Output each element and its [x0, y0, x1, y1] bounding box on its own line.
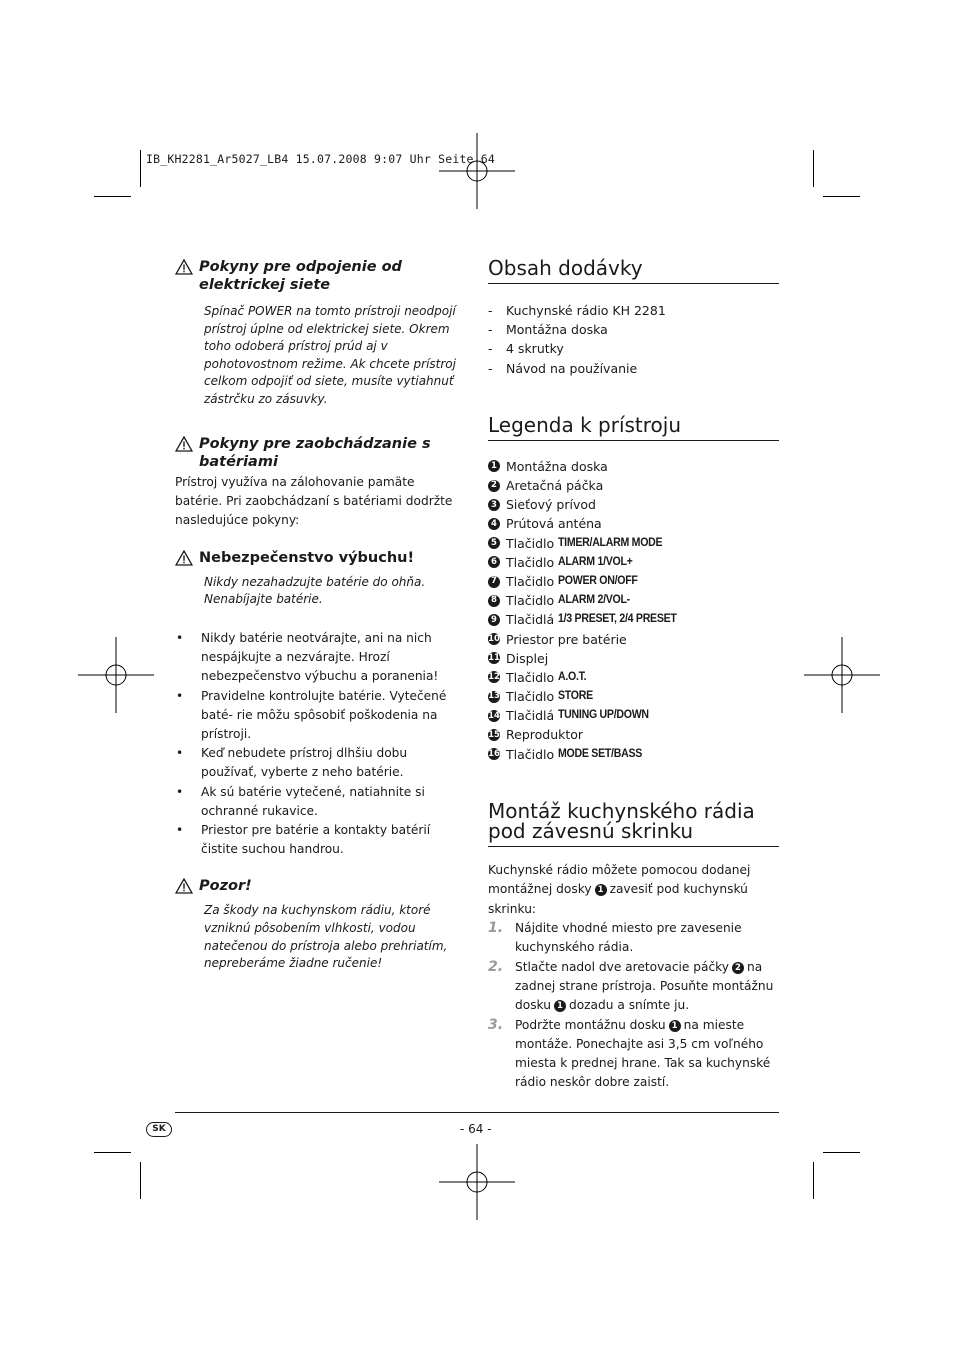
step-number: 1.: [488, 920, 504, 937]
print-header: IB_KH2281_Ar5027_LB4 15.07.2008 9:07 Uhr Seite 64: [146, 152, 496, 166]
crop-mark: [813, 150, 814, 187]
number-badge: 9: [488, 614, 500, 626]
number-badge: 1: [488, 460, 500, 472]
footer-rule: [175, 1112, 779, 1113]
crop-mark: [94, 196, 131, 197]
crop-mark: [140, 1162, 141, 1199]
number-badge: 11: [488, 653, 500, 664]
list-item: • Pravidelne kontrolujte batérie. Vytečené baté- rie môžu spôsobiť poškodenia na prístroji.: [176, 688, 447, 741]
caution-heading: [175, 877, 460, 896]
warning-triangle-icon: [175, 878, 193, 896]
heading-text: Nebezpečenstvo výbuchu!: [199, 549, 415, 566]
mounting-intro: Kuchynské rádio môžete pomocou dodanej montážnej dosky 1 zavesiť pod kuchynskú skrinku:: [488, 862, 751, 916]
number-badge: 3: [488, 499, 500, 511]
contents-title: Obsah dodávky: [488, 258, 779, 284]
registration-mark-top: [439, 133, 515, 209]
list-item: • Ak sú batérie vytečené, natiahnite si ochranné rukavice.: [176, 784, 425, 818]
legend-item: 14 Tlačidlá TUNING UP/DOWN: [488, 708, 649, 724]
number-badge: 12: [488, 672, 500, 683]
battery-handling-heading: [175, 435, 460, 471]
crop-mark: [823, 196, 860, 197]
legend-item: 3 Sieťový prívod: [488, 495, 779, 514]
step-item: 2. Stlačte nadol dve aretovacie páčky 2 na zadnej strane prístroja. Posuňte montážnu dosku 1 dozadu a snímte ju.: [488, 958, 774, 1013]
bullet-icon: •: [176, 630, 184, 645]
number-badge: 6: [488, 556, 500, 568]
step-number: 2.: [488, 958, 504, 975]
legend-item: 2 Aretačná páčka: [488, 476, 779, 495]
warning-triangle-icon: [175, 550, 193, 568]
left-column: [175, 258, 460, 973]
crop-mark: [813, 1162, 814, 1199]
legend-item: 11 Displej: [488, 650, 549, 666]
list-item: - Návod na používanie: [488, 360, 638, 376]
legend-title: Legenda k prístroju: [488, 415, 779, 441]
registration-mark-bottom: [439, 1144, 515, 1220]
heading-text: Pokyny pre odpojenie od elektrickej siete: [199, 259, 402, 293]
warning-triangle-icon: [175, 259, 193, 277]
page-number: - 64 -: [460, 1122, 492, 1136]
list-item: - 4 skrutky: [488, 341, 564, 357]
step-item: 3. Podržte montážnu dosku 1 na mieste montáže. Ponechajte asi 3,5 cm voľného miesta k prednej hrane. Tak sa kuchynské rádio neskôr dobre zaistí.: [488, 1016, 771, 1090]
number-badge: 4: [488, 518, 500, 530]
bullet-icon: •: [176, 746, 184, 761]
legend-item: 4 Prútová anténa: [488, 514, 779, 533]
legend-item: 1 Montážna doska: [488, 457, 779, 476]
number-badge: 13: [488, 691, 500, 702]
number-badge: 10: [488, 633, 500, 644]
number-badge: 16: [488, 748, 500, 759]
step-item: 1. Nájdite vhodné miesto pre zavesenie kuchynského rádia.: [488, 920, 742, 955]
step-number: 3.: [488, 1016, 504, 1033]
number-badge: 2: [732, 962, 744, 974]
number-badge: 1: [669, 1020, 681, 1032]
contents-list: [488, 301, 779, 378]
mounting-steps: [488, 919, 779, 1093]
number-badge: 1: [595, 884, 607, 896]
heading-text: Pozor!: [199, 878, 252, 895]
number-badge: 5: [488, 537, 500, 549]
legend-item: 16 Tlačidlo MODE SET/BASS: [488, 746, 643, 762]
crop-mark: [823, 1152, 860, 1153]
legend-item: 15 Reproduktor: [488, 727, 584, 743]
mounting-title: Montáž kuchynského rádia pod závesnú skrinku: [488, 801, 779, 847]
bullet-icon: •: [176, 784, 184, 799]
list-item: • Priestor pre batérie a kontakty batérií čistite suchou handrou.: [176, 823, 431, 857]
registration-mark-right: [804, 637, 880, 713]
list-item: • Keď nebudete prístroj dlhšiu dobu používať, vyberte z neho batérie.: [176, 746, 408, 780]
explosion-note: Nikdy nezahadzujte batérie do ohňa. Nenabíjajte batérie.: [204, 574, 426, 607]
disconnect-note: Spínač POWER na tomto prístroji neodpojí prístroj úplne od elektrickej siete. Okrem toho odoberá prístroj prúd aj v pohotovostnom režime. Ak chcete prístroj celkom odpojiť od siete, musíte vytiahnuť zástrčku zo zásuvky.: [204, 304, 456, 406]
legend-item: 10 Priestor pre batérie: [488, 631, 627, 647]
legend-item: 9 Tlačidlá 1/3 PRESET, 2/4 PRESET: [488, 610, 779, 629]
language-badge: SK: [146, 1122, 172, 1137]
explosion-warning-heading: [175, 549, 460, 568]
disconnect-warning-heading: [175, 258, 460, 294]
legend-item: 12 Tlačidlo A.O.T.: [488, 669, 587, 685]
list-item: • Nikdy batérie neotvárajte, ani na nich nespájkujte a nezvárajte. Hrozí nebezpečenstvo výbuchu a poranenia!: [176, 630, 439, 684]
legend-item: 5 Tlačidlo TIMER/ALARM MODE: [488, 534, 779, 553]
number-badge: 1: [554, 1000, 566, 1012]
right-column: [488, 253, 779, 1093]
number-badge: 2: [488, 480, 500, 492]
battery-intro: Prístroj využíva na zálohovanie pamäte batérie. Pri zaobchádzaní s batériami dodržte nasledujúce pokyny:: [175, 474, 453, 528]
crop-mark: [140, 150, 141, 187]
crop-mark: [94, 1152, 131, 1153]
list-item: - Montážna doska: [488, 322, 608, 338]
number-badge: 8: [488, 595, 500, 607]
legend-item: 13 Tlačidlo STORE: [488, 689, 594, 705]
warning-triangle-icon: [175, 436, 193, 454]
list-item: - Kuchynské rádio KH 2281: [488, 303, 666, 318]
battery-bullet-list: [175, 629, 460, 859]
number-badge: 7: [488, 576, 500, 588]
heading-text: Pokyny pre zaobchádzanie s batériami: [199, 435, 431, 470]
legend-list: [488, 457, 779, 764]
bullet-icon: •: [176, 688, 184, 703]
bullet-icon: •: [176, 823, 184, 837]
legend-item: 6 Tlačidlo ALARM 1/VOL+: [488, 553, 779, 572]
number-badge: 14: [488, 710, 500, 721]
registration-mark-left: [78, 637, 154, 713]
number-badge: 15: [488, 729, 500, 740]
legend-item: 8 Tlačidlo ALARM 2/VOL-: [488, 591, 779, 610]
caution-note: Za škody na kuchynskom rádiu, ktoré vzniknú pôsobením vlhkosti, vodou natečenou do prístroja alebo prehriatím, nepreberáme žiadne ručenie!: [204, 903, 448, 971]
legend-item: 7 Tlačidlo POWER ON/OFF: [488, 572, 779, 591]
